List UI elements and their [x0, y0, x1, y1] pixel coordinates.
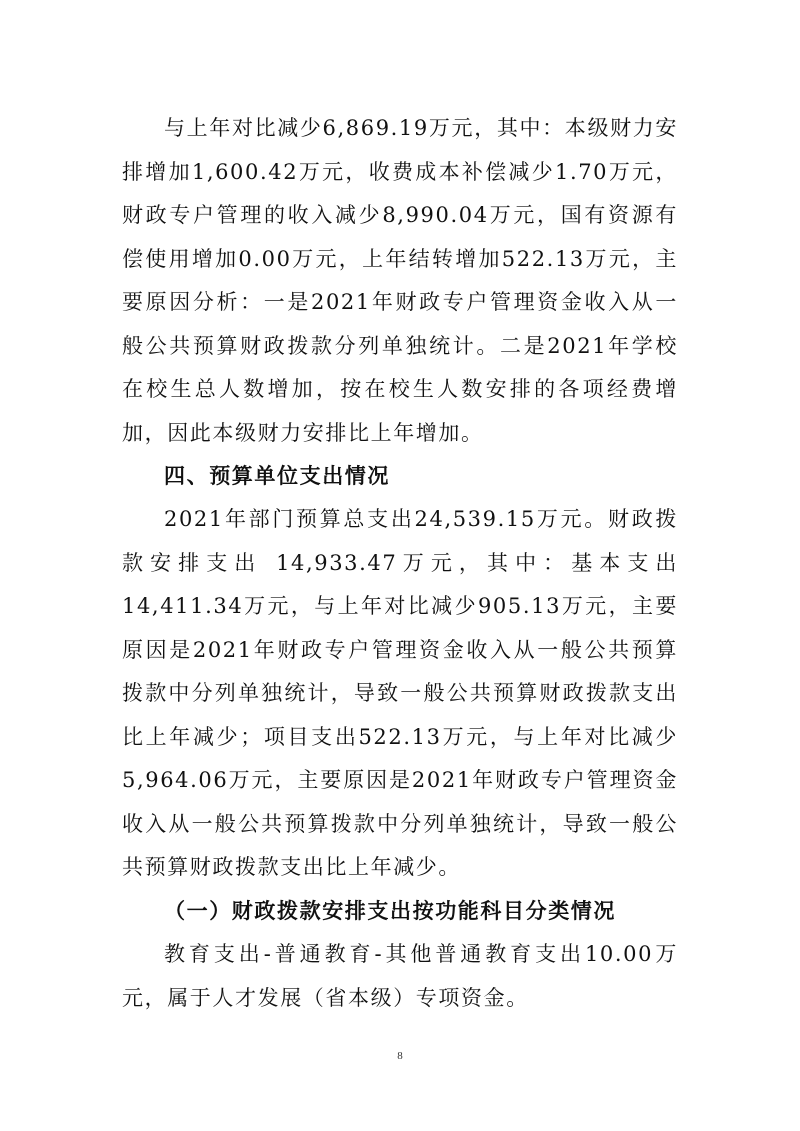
paragraph-expenditure-summary: 2021年部门预算总支出24,539.15万元。财政拨款安排支出 14,933.47万元，其中：基本支出14,411.34万元，与上年对比减少905.13万元，主要原因是2021年财政专户管理资金收入从一般公共预算拨款中分列单独统计，导致一般公共预算财政拨款支出比上年减少；项目支出522.13万元，与上年对比减少5,964.06万元，主要原因是2021年财政专户管理资金收入从一般公共预算拨款中分列单独统计，导致一般公共预算财政拨款支出比上年减少。: [122, 507, 678, 879]
heading-section-four: 四、预算单位支出情况: [164, 464, 390, 488]
paragraph-education-expenditure: 教育支出-普通教育-其他普通教育支出10.00万元，属于人才发展（省本级）专项资金。: [122, 942, 678, 1010]
paragraph-revenue-change: 与上年对比减少6,869.19万元，其中：本级财力安排增加1,600.42万元，收费成本补偿减少1.70万元，财政专户管理的收入减少8,990.04万元，国有资源有偿使用增加0.00万元，上年结转增加522.13万元，主要原因分析：一是2021年财政专户管理资金收入从一般公共预算财政拨款分列单独统计。二是2021年学校在校生总人数增加，按在校生人数安排的各项经费增加，因此本级财力安排比上年增加。: [122, 116, 678, 445]
page-number: 8: [397, 1050, 403, 1062]
heading-subsection-one: （一）财政拨款安排支出按功能科目分类情况: [164, 899, 616, 923]
